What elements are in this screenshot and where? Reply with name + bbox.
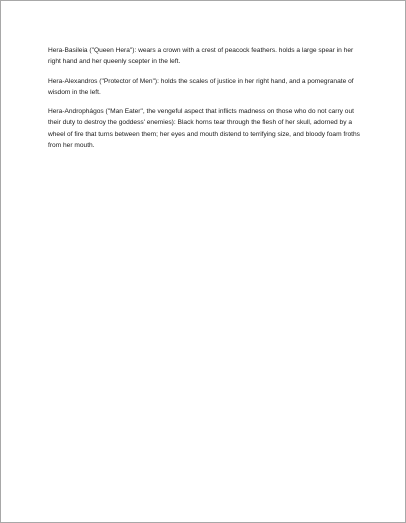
paragraph-hera-basileia: Hera-Basileia ("Queen Hera"): wears a crown with a crest of peacock feathers. holds a large spear in her right hand and her queenly scepter in the left. (48, 47, 354, 66)
paragraph-hera-androphagos: Hera-Androphágos ("Man Eater", the vengeful aspect that inflicts madness on those who do not carry out their duty to destroy the goddess' enemies): Black horns tear through the flesh of her skull, adorned by a wheel of fire that turns between them; her eyes and mouth distend to terrifying size, and bloody foam froths from her mouth. (48, 108, 360, 150)
paragraph-hera-alexandros: Hera-Alexandros ("Protector of Men"): holds the scales of justice in her right hand, and a pomegranate of wisdom in the left. (48, 77, 354, 96)
document-body (48, 45, 364, 159)
